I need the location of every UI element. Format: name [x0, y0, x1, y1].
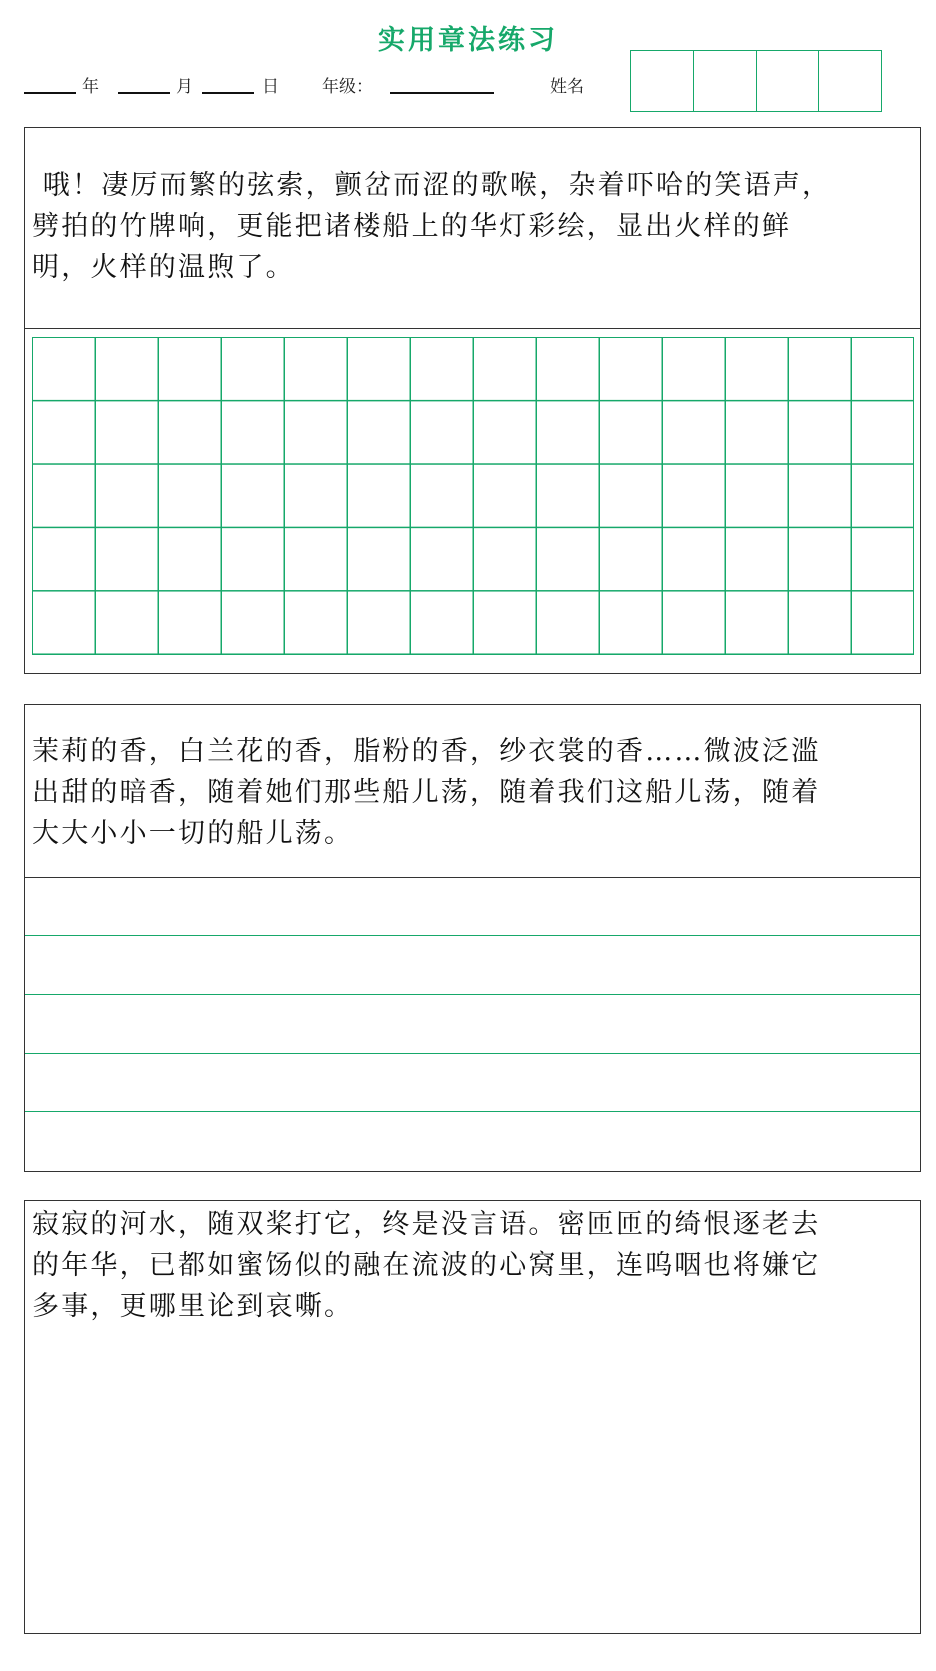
month-blank[interactable] — [118, 92, 170, 94]
month-label: 月 — [176, 77, 193, 97]
name-char-box[interactable] — [819, 51, 881, 111]
practice-grid[interactable] — [32, 337, 914, 655]
ruled-line — [25, 1053, 920, 1054]
name-label: 姓名 — [550, 77, 584, 97]
year-blank[interactable] — [24, 92, 76, 94]
year-label: 年 — [82, 77, 99, 97]
ruled-line — [25, 994, 920, 995]
passage-text: 哦！凄厉而繁的弦索，颤岔而涩的歌喉，杂着吓哈的笑语声， 劈拍的竹牌响，更能把诸楼船上的华灯彩绘，显出火样的鲜 明，火样的温煦了。 — [32, 170, 832, 283]
blank-writing-area[interactable] — [25, 1341, 920, 1633]
passage-text: 茉莉的香，白兰花的香，脂粉的香，纱衣裳的香……微波泛滥 出甜的暗香，随着她们那些船儿荡，随着我们这船儿荡，随着 大大小小一切的船儿荡。 — [32, 736, 821, 849]
passage-text: 寂寂的河水，随双桨打它，终是没言语。密匝匝的绮恨逐老去 的年华，已都如蜜饧似的融在流波的心窝里，连呜咽也将嫌它 多事，更哪里论到哀嘶。 — [32, 1209, 821, 1322]
name-boxes — [630, 50, 882, 112]
day-label: 日 — [262, 77, 279, 97]
exercise-section-2 — [24, 704, 921, 1172]
ruled-line — [25, 935, 920, 936]
grade-label: 年级： — [322, 77, 373, 97]
exercise-section-1 — [24, 127, 921, 674]
practice-lines[interactable] — [25, 877, 920, 1171]
day-blank[interactable] — [202, 92, 254, 94]
name-char-box[interactable] — [757, 51, 820, 111]
name-char-box[interactable] — [694, 51, 757, 111]
exercise-section-3 — [24, 1200, 921, 1634]
grade-blank[interactable] — [390, 92, 494, 94]
worksheet-title: 实用章法练习 — [378, 25, 558, 56]
ruled-line — [25, 1111, 920, 1112]
practice-area — [25, 329, 920, 673]
name-char-box[interactable] — [631, 51, 694, 111]
